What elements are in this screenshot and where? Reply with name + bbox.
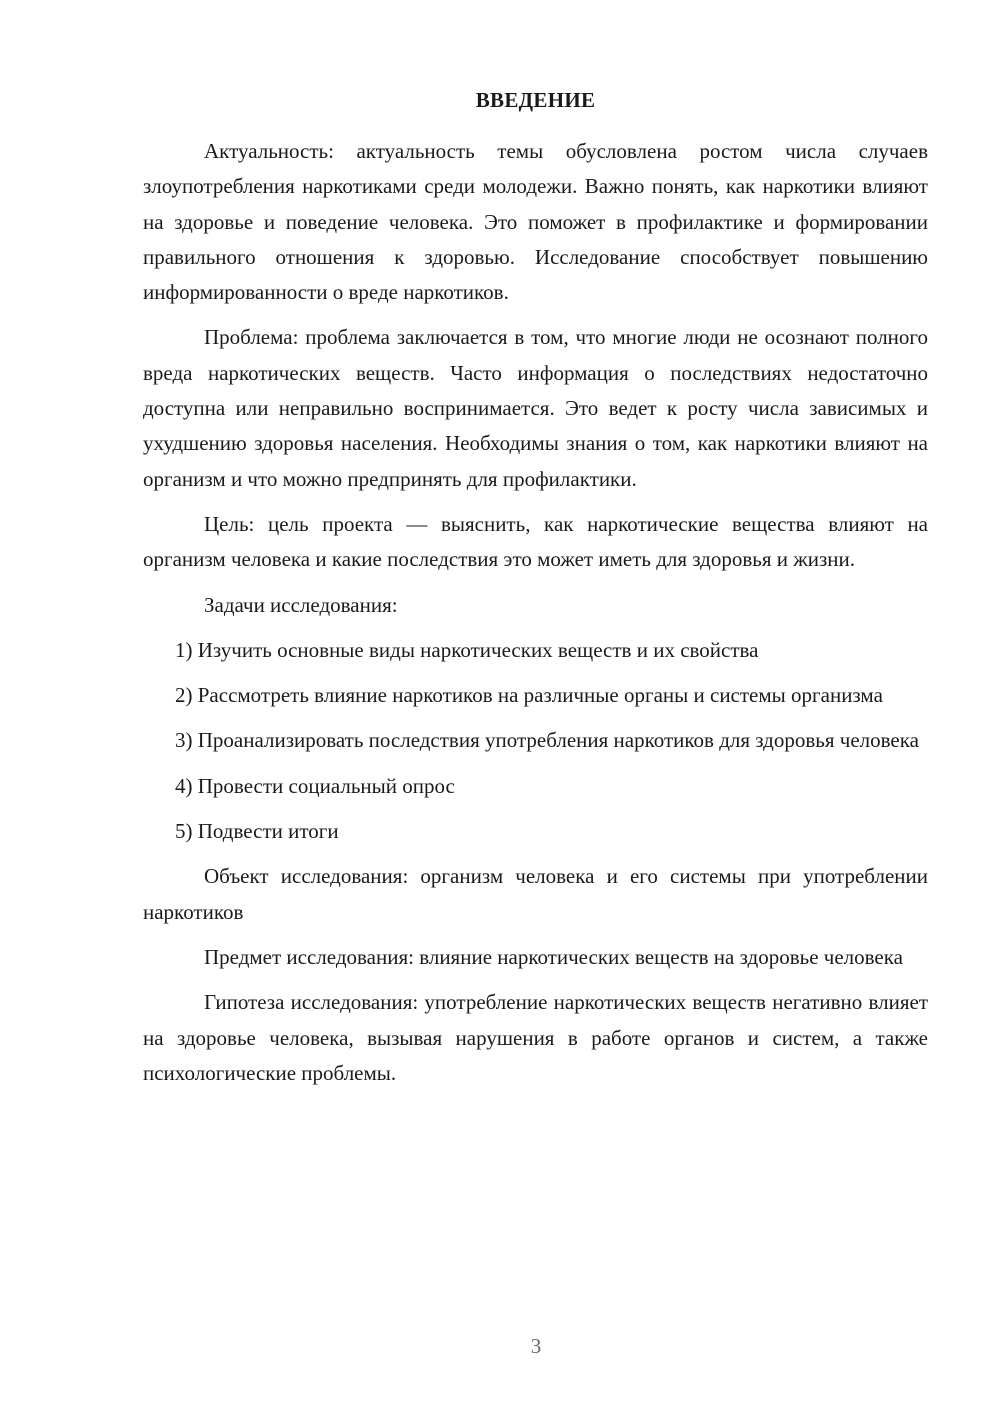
problem-paragraph: Проблема: проблема заключается в том, что многие люди не осознают полного вреда наркотических веществ. Часто информация о последствиях недостаточно доступна или неправильно воспринимается. Это ведет к росту числа зависимых и ухудшению здоровья населения. Необходимы знания о том, как наркотики влияют на организм и что можно предпринять для профилактики.	[143, 325, 928, 491]
task-item-5: 5) Подвести итоги	[175, 819, 339, 844]
goal-paragraph: Цель: цель проекта — выяснить, как наркотические вещества влияют на организм человека и какие последствия это может иметь для здоровья и жизни.	[143, 511, 928, 572]
tasks-heading: Задачи исследования:	[204, 592, 398, 617]
relevance-paragraph: Актуальность: актуальность темы обусловлена ростом числа случаев злоупотребления наркотиками среди молодежи. Важно понять, как наркотики влияют на здоровье и поведение человека. Это поможет в профилактике и формировании правильного отношения к здоровью. Исследование способствует повышению информированности о вреде наркотиков.	[143, 139, 928, 305]
section-title: ВВЕДЕНИЕ	[475, 88, 596, 112]
task-item-3: 3) Проанализировать последствия употребления наркотиков для здоровья человека	[175, 728, 919, 753]
hypothesis-paragraph: Гипотеза исследования: употребление наркотических веществ негативно влияет на здоровье человека, вызывая нарушения в работе органов и систем, а также психологические проблемы.	[143, 990, 928, 1085]
task-item-2: 2) Рассмотреть влияние наркотиков на различные органы и системы организма	[175, 683, 883, 708]
subject-paragraph: Предмет исследования: влияние наркотических веществ на здоровье человека	[204, 944, 903, 969]
object-paragraph: Объект исследования: организм человека и его системы при употреблении наркотиков	[143, 864, 928, 924]
page-number: 3	[530, 1334, 542, 1358]
document-page	[143, 88, 928, 1101]
task-item-4: 4) Провести социальный опрос	[175, 773, 455, 798]
task-item-1: 1) Изучить основные виды наркотических веществ и их свойства	[175, 637, 759, 662]
